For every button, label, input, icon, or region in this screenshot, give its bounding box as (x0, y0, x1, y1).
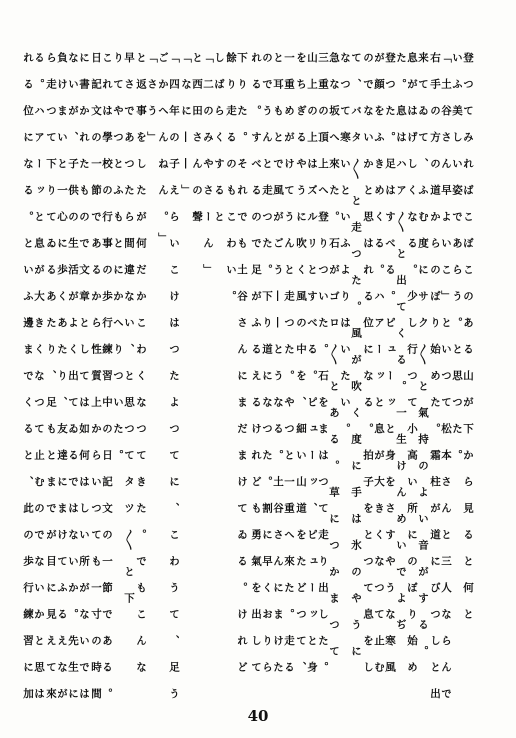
left-text-column: 餘り走るのもこわい。 (225, 52, 237, 317)
right-text-column: をちぎるやうに吹く風の中を、細い山道をたどつて、 (295, 52, 307, 688)
right-text-column: 「土谷さん早よいこ」といつて松本さんと三人ならんで (440, 52, 452, 715)
left-text-column: 日記文の一節であるから性質上からいつても一寸の時間 (90, 52, 102, 715)
right-text-column: 来てゐて、ふむ度にサク〳〵と氣持のよい音がする。 (417, 52, 429, 672)
right-text-column: た。息はハア〳〵と出てくる。一生けんめいでよぢ (395, 52, 407, 646)
right-text-column: なつて寒いといふよりはいたい。 (339, 52, 351, 450)
left-text-column: 「四年の子えらいこけはつたよつてに、こわうて、足う (168, 52, 180, 715)
right-text-column: 山上の上はズルリとすべる。ピューッ、ピューッと身 (306, 52, 318, 688)
left-text-column: 早さであつたら間違ない、と思つてタツ〳〵と下 (123, 52, 135, 619)
right-text-column: いふ美しい姿であらう。と思つた。 (451, 52, 463, 476)
right-text-column: 急な坂へ來た。石がゴロ〳〵とある。草につかまつて (328, 52, 340, 672)
left-text-column: これは學校の行事の歩行練習中の日記文の一節である。 (101, 52, 113, 715)
right-text-column: て、バタ〳〵と走つた。風が吹く度に手は氷のやうに (350, 52, 362, 672)
left-text-column: 「なに――」 (180, 52, 192, 211)
right-text-column: と耳もとで風がごう――とうなる。土谷さんにまけた (272, 52, 284, 688)
right-text-column: 右手の方の道からのぼり始めた。霜柱が道にびつしと出 (429, 52, 441, 715)
left-text-column: ないが、子供の生活がよく出てゐるではないか。先生に (67, 52, 79, 715)
right-text-column: 登つた。足はすべる。ピューッと身をさすやうな寒風 (384, 52, 396, 688)
left-text-column: ら走つて下りてゐるあたり、足もとまでが目に見えて來 (45, 52, 57, 715)
left-text-column: 下りた。それでも土谷さんにまだまけてゐる。けれど (236, 52, 248, 688)
left-text-column: と返事をしたが何だかこわくなつてきた。でもこんな (135, 52, 147, 688)
right-text-column: のでうんと走つた。下り道になつた。割に早くおりら (261, 52, 273, 688)
left-text-column: 負けまいと一心に歩くあたり、友達にまけてふるえなが (56, 52, 68, 715)
page-number: 40 (247, 707, 269, 725)
right-text-column: 三重の頂上へ登りついた。石をまはつて走り出した。 (317, 52, 329, 688)
left-text-column: に書かれたもので文章としては如何はしい所がないでは (78, 52, 90, 715)
left-text-column: 「二のみやさーん」 (202, 52, 214, 291)
left-text-column: しばらくすると (213, 52, 225, 238)
left-text-column: れる位になる。といふ邊までくると、此の歩行練習に加 (22, 52, 34, 715)
right-text-column: が顔をふきめくる。ハアーッと息が大きくなつて止む (373, 52, 385, 688)
left-text-column: ごかへんねん。」 (157, 52, 169, 259)
right-text-column: 一重めがけてうんと走つた。やつと一重へ來た。走る (283, 52, 295, 688)
left-text-column: りてやつとふもとにかへりついた。 (112, 52, 124, 476)
left-text-column: 「さう」 (146, 52, 158, 158)
right-text-column: れる。すべるので足がふるえるけれども勇氣を出して (250, 52, 262, 688)
right-text-column: のでないかと思はれる位になる。拍子をとつて息をし (362, 52, 374, 688)
left-text-column: る。ハアーッと息が大きくなつて止むのでないかと思は (33, 52, 45, 715)
left-text-column: と西田さんの聲 (191, 52, 203, 238)
right-text-column: 登つてみればこぼこのある山が下から見ると何と (462, 52, 474, 635)
right-text-column: 息がはげしくなる。少し行つて小高い所にのぼり始め (406, 52, 418, 688)
